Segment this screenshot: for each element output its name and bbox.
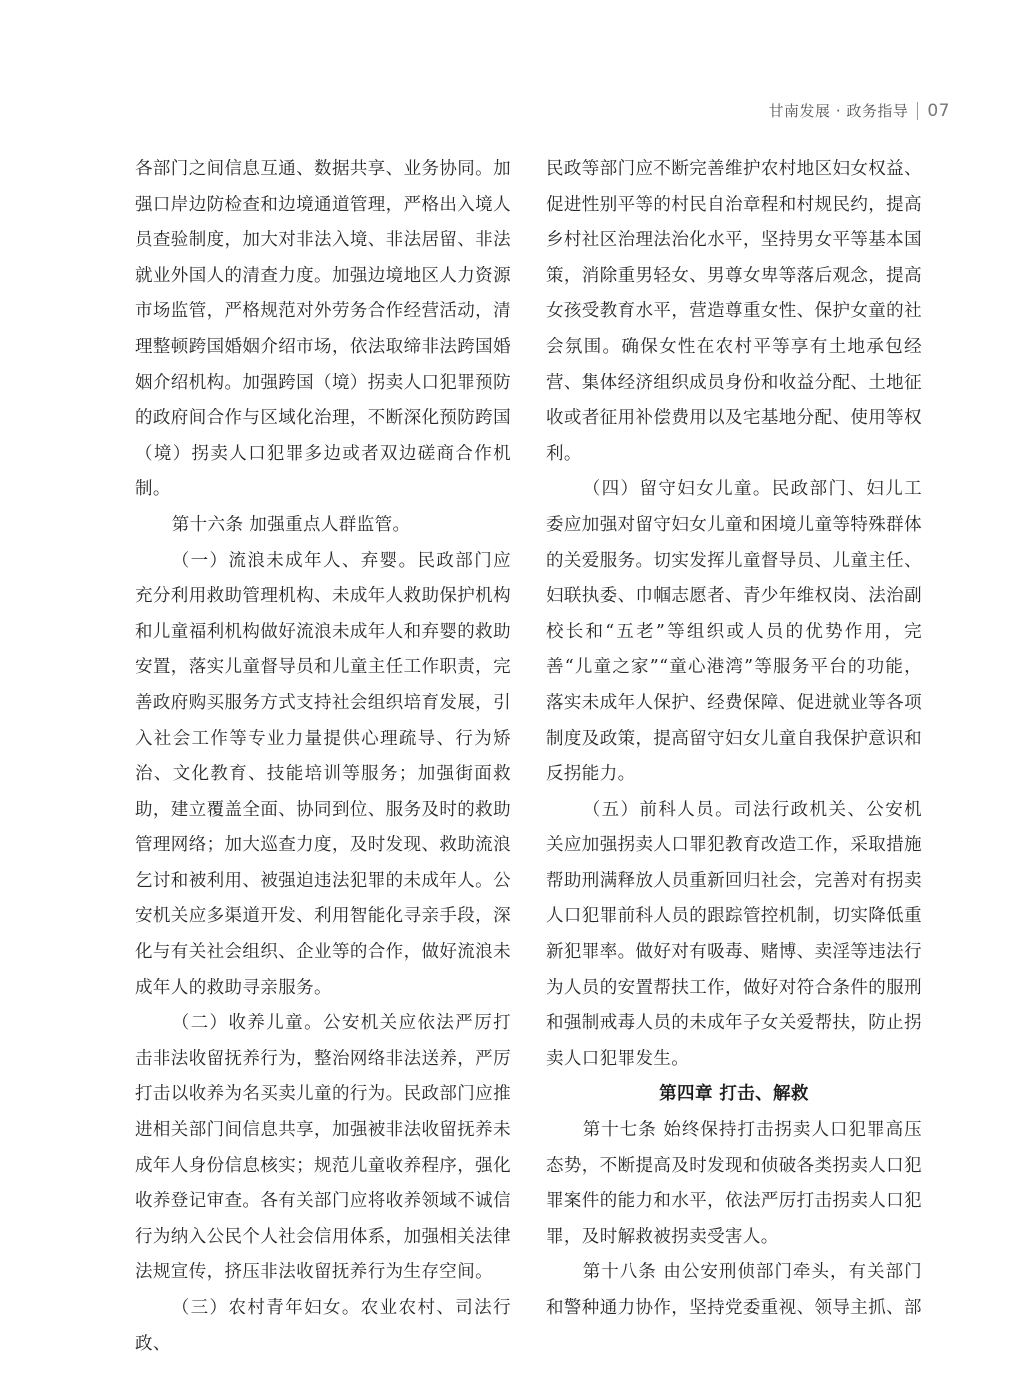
paragraph: 民政等部门应不断完善维护农村地区妇女权益、促进性别平等的村民自治章程和村规民约，提高乡村社区治理法治化水平，坚持男女平等基本国策，消除重男轻女、男尊女卑等落后观念，提高女孩受教育水平，营造尊重女性、保护女童的社会氛围。确保女性在农村平等享有土地承包经营、集体经济组织成员身份和收益分配、土地征收或者征用补偿费用以及宅基地分配、使用等权利。 [546,159,922,464]
paragraph: 第十八条 由公安刑侦部门牵头，有关部门和警种通力协作，坚持党委重视、领导主抓、部 [546,1262,922,1318]
article-heading: 第十六条 加强重点人群监管。 [171,514,411,535]
paragraph: （二）收养儿童。公安机关应依法严厉打击非法收留抚养行为，整治网络非法送养，严厉打击以收养为名买卖儿童的行为。民政部门应推进相关部门间信息共享，加强被非法收留抚养未成年人身份信息核实；规范儿童收养程序，强化收养登记审查。各有关部门应将收养领域不诚信行为纳入公民个人社会信用体系，加强相关法律法规宣传，挤压非法收留抚养行为生存空间。 [135,1013,511,1283]
paragraph: 各部门之间信息互通、数据共享、业务协同。加强口岸边防检查和边境通道管理，严格出入境人员查验制度，加大对非法入境、非法居留、非法就业外国人的清查力度。加强边境地区人力资源市场监管，严格规范对外劳务合作经营活动，清理整顿跨国婚姻介绍市场，依法取缔非法跨国婚姻介绍机构。加强跨国（境）拐卖人口犯罪预防的政府间合作与区域化治理，不断深化预防跨国（境）拐卖人口犯罪多边或者双边磋商合作机制。 [135,159,511,500]
header-divider [917,102,918,120]
paragraph: （四）留守妇女儿童。民政部门、妇儿工委应加强对留守妇女儿童和困境儿童等特殊群体的关爱服务。切实发挥儿童督导员、儿童主任、妇联执委、巾帼志愿者、青少年维权岗、法治副校长和“五老”等组织或人员的优势作用，完善“儿童之家”“童心港湾”等服务平台的功能，落实未成年人保护、经费保障、促进就业等各项制度及政策，提高留守妇女儿童自我保护意识和反拐能力。 [546,479,922,785]
page-number: 07 [927,100,950,121]
paragraph: （五）前科人员。司法行政机关、公安机关应加强拐卖人口罪犯教育改造工作，采取措施帮助刑满释放人员重新回归社会，完善对有拐卖人口犯罪前科人员的跟踪管控机制，切实降低重新犯罪率。做好对有吸毒、赌博、卖淫等违法行为人员的安置帮扶工作，做好对符合条件的服刑和强制戒毒人员的未成年子女关爱帮扶，防止拐卖人口犯罪发生。 [546,799,922,1069]
journal-section-title: 甘南发展 · 政务指导 [768,102,909,120]
paragraph: （一）流浪未成年人、弃婴。民政部门应充分利用救助管理机构、未成年人救助保护机构和儿童福利机构做好流浪未成年人和弃婴的救助安置，落实儿童督导员和儿童主任工作职责，完善政府购买服务方式支持社会组织培育发展，引入社会工作等专业力量提供心理疏导、行为矫治、文化教育、技能培训等服务；加强街面救助，建立覆盖全面、协同到位、服务及时的救助管理网络；加大巡查力度，及时发现、救助流浪乞讨和被利用、被强迫违法犯罪的未成年人。公安机关应多渠道开发、利用智能化寻亲手段，深化与有关社会组织、企业等的合作，做好流浪未成年人的救助寻亲服务。 [135,550,511,998]
paragraph: 第十七条 始终保持打击拐卖人口犯罪高压态势，不断提高及时发现和侦破各类拐卖人口犯罪案件的能力和水平，依法严厉打击拐卖人口犯罪，及时解救被拐卖受害人。 [546,1120,922,1247]
chapter-heading: 第四章 打击、解救 [659,1084,809,1105]
left-column [135,152,511,1362]
paragraph: （三）农村青年妇女。农业农村、司法行政、 [135,1298,511,1354]
running-header [769,100,950,121]
right-column [546,152,922,1327]
